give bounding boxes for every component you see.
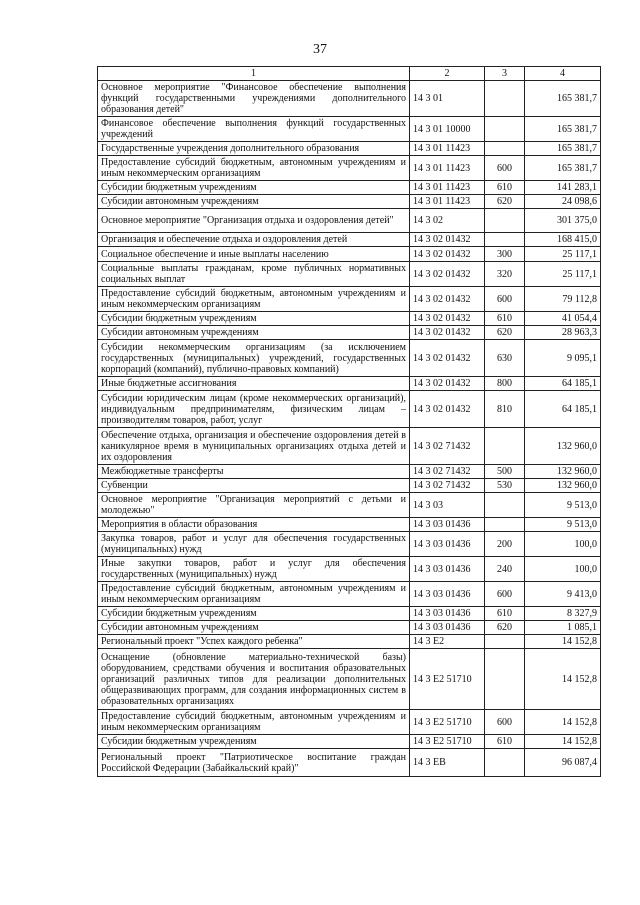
row-name-cell: Субсидии юридическим лицам (кроме некоммерческих организаций), индивидуальным предпринимателям, физическим лицам – производителям товаров, работ, услуг xyxy=(98,391,410,428)
row-target-article-cell: 14 3 02 01432 xyxy=(410,233,485,247)
row-amount-cell: 1 085,1 xyxy=(525,621,601,635)
table-row xyxy=(98,117,601,142)
table-row xyxy=(98,287,601,312)
row-target-article-cell: 14 3 02 01432 xyxy=(410,340,485,377)
row-name-cell: Субсидии некоммерческим организациям (за исключением государственных (муниципальных) учреждений, государственных корпораций (компаний), публично-правовых компаний) xyxy=(98,340,410,377)
row-expense-type-cell: 240 xyxy=(485,557,525,582)
row-name-cell: Субсидии автономным учреждениям xyxy=(98,195,410,209)
row-expense-type-cell: 810 xyxy=(485,391,525,428)
row-amount-cell: 14 152,8 xyxy=(525,635,601,649)
table-row xyxy=(98,635,601,649)
table-header-row xyxy=(98,67,601,81)
row-expense-type-cell: 620 xyxy=(485,195,525,209)
row-amount-cell: 132 960,0 xyxy=(525,428,601,465)
row-amount-cell: 25 117,1 xyxy=(525,262,601,287)
row-name-cell: Субсидии автономным учреждениям xyxy=(98,326,410,340)
row-amount-cell: 14 152,8 xyxy=(525,710,601,735)
row-amount-cell: 8 327,9 xyxy=(525,607,601,621)
row-target-article-cell: 14 3 02 01432 xyxy=(410,287,485,312)
row-target-article-cell: 14 3 01 11423 xyxy=(410,156,485,181)
row-target-article-cell: 14 3 02 71432 xyxy=(410,465,485,479)
row-amount-cell: 9 413,0 xyxy=(525,582,601,607)
table-row xyxy=(98,582,601,607)
row-target-article-cell: 14 3 02 xyxy=(410,209,485,233)
row-name-cell: Субсидии бюджетным учреждениям xyxy=(98,607,410,621)
row-expense-type-cell: 800 xyxy=(485,377,525,391)
row-expense-type-cell: 500 xyxy=(485,465,525,479)
row-amount-cell: 9 513,0 xyxy=(525,493,601,518)
row-amount-cell: 64 185,1 xyxy=(525,377,601,391)
row-amount-cell: 14 152,8 xyxy=(525,649,601,710)
row-amount-cell: 41 054,4 xyxy=(525,312,601,326)
row-expense-type-cell: 200 xyxy=(485,532,525,557)
column-header-amount: 4 xyxy=(525,67,601,81)
row-target-article-cell: 14 3 01 xyxy=(410,81,485,117)
row-expense-type-cell: 300 xyxy=(485,247,525,262)
row-target-article-cell: 14 3 03 01436 xyxy=(410,532,485,557)
row-expense-type-cell: 320 xyxy=(485,262,525,287)
table-row xyxy=(98,493,601,518)
row-expense-type-cell xyxy=(485,428,525,465)
row-amount-cell: 14 152,8 xyxy=(525,735,601,749)
row-expense-type-cell xyxy=(485,142,525,156)
row-expense-type-cell: 610 xyxy=(485,607,525,621)
table-row xyxy=(98,749,601,777)
row-expense-type-cell xyxy=(485,518,525,532)
row-target-article-cell: 14 3 02 01432 xyxy=(410,312,485,326)
row-target-article-cell: 14 3 03 01436 xyxy=(410,621,485,635)
table-row xyxy=(98,621,601,635)
row-name-cell: Субсидии бюджетным учреждениям xyxy=(98,735,410,749)
table-body xyxy=(98,81,601,777)
row-name-cell: Социальное обеспечение и иные выплаты населению xyxy=(98,247,410,262)
row-amount-cell: 100,0 xyxy=(525,557,601,582)
row-amount-cell: 79 112,8 xyxy=(525,287,601,312)
row-amount-cell: 132 960,0 xyxy=(525,479,601,493)
table-row xyxy=(98,312,601,326)
row-name-cell: Основное мероприятие "Организация мероприятий с детьми и молодежью" xyxy=(98,493,410,518)
row-name-cell: Организация и обеспечение отдыха и оздоровления детей xyxy=(98,233,410,247)
row-name-cell: Предоставление субсидий бюджетным, автономным учреждениям и иным некоммерческим организациям xyxy=(98,582,410,607)
row-name-cell: Субсидии бюджетным учреждениям xyxy=(98,181,410,195)
table-row xyxy=(98,557,601,582)
budget-table xyxy=(97,66,601,777)
row-name-cell: Закупка товаров, работ и услуг для обеспечения государственных (муниципальных) нужд xyxy=(98,532,410,557)
table-row xyxy=(98,195,601,209)
row-amount-cell: 64 185,1 xyxy=(525,391,601,428)
row-name-cell: Субсидии автономным учреждениям xyxy=(98,621,410,635)
table-row xyxy=(98,735,601,749)
row-target-article-cell: 14 3 02 01432 xyxy=(410,377,485,391)
row-name-cell: Иные бюджетные ассигнования xyxy=(98,377,410,391)
table-row xyxy=(98,607,601,621)
row-expense-type-cell: 600 xyxy=(485,582,525,607)
row-name-cell: Региональный проект "Патриотическое воспитание граждан Российской Федерации (Забайкальский край)" xyxy=(98,749,410,777)
table-row xyxy=(98,181,601,195)
row-target-article-cell: 14 3 E2 51710 xyxy=(410,710,485,735)
row-expense-type-cell xyxy=(485,117,525,142)
table-row xyxy=(98,326,601,340)
row-target-article-cell: 14 3 E2 xyxy=(410,635,485,649)
row-expense-type-cell: 610 xyxy=(485,735,525,749)
row-name-cell: Оснащение (обновление материально-технической базы) оборудованием, средствами обучения и воспитания образовательных организаций различных типов для реализации дополнительных общеразвивающих программ, для создания информационных систем в образовательных организациях xyxy=(98,649,410,710)
row-expense-type-cell: 600 xyxy=(485,710,525,735)
row-name-cell: Региональный проект "Успех каждого ребенка" xyxy=(98,635,410,649)
table-row xyxy=(98,428,601,465)
table-row xyxy=(98,156,601,181)
row-amount-cell: 301 375,0 xyxy=(525,209,601,233)
row-expense-type-cell: 600 xyxy=(485,156,525,181)
row-name-cell: Основное мероприятие "Финансовое обеспечение выполнения функций государственными учреждениями дополнительного образования детей" xyxy=(98,81,410,117)
table-row xyxy=(98,479,601,493)
table-row xyxy=(98,233,601,247)
row-expense-type-cell: 600 xyxy=(485,287,525,312)
table-row xyxy=(98,465,601,479)
row-target-article-cell: 14 3 03 01436 xyxy=(410,582,485,607)
row-amount-cell: 141 283,1 xyxy=(525,181,601,195)
row-amount-cell: 165 381,7 xyxy=(525,81,601,117)
row-expense-type-cell: 630 xyxy=(485,340,525,377)
row-target-article-cell: 14 3 02 01432 xyxy=(410,247,485,262)
row-target-article-cell: 14 3 02 71432 xyxy=(410,428,485,465)
row-expense-type-cell: 610 xyxy=(485,181,525,195)
row-name-cell: Мероприятия в области образования xyxy=(98,518,410,532)
row-target-article-cell: 14 3 02 71432 xyxy=(410,479,485,493)
table-row xyxy=(98,81,601,117)
row-target-article-cell: 14 3 E2 51710 xyxy=(410,735,485,749)
row-expense-type-cell xyxy=(485,209,525,233)
row-amount-cell: 25 117,1 xyxy=(525,247,601,262)
row-amount-cell: 9 095,1 xyxy=(525,340,601,377)
row-amount-cell: 9 513,0 xyxy=(525,518,601,532)
row-amount-cell: 168 415,0 xyxy=(525,233,601,247)
row-expense-type-cell xyxy=(485,635,525,649)
row-expense-type-cell xyxy=(485,749,525,777)
table-row xyxy=(98,391,601,428)
row-amount-cell: 165 381,7 xyxy=(525,142,601,156)
column-header-name: 1 xyxy=(98,67,410,81)
row-amount-cell: 100,0 xyxy=(525,532,601,557)
table-row xyxy=(98,710,601,735)
table-row xyxy=(98,247,601,262)
row-amount-cell: 165 381,7 xyxy=(525,156,601,181)
column-header-expense-type: 3 xyxy=(485,67,525,81)
row-target-article-cell: 14 3 01 11423 xyxy=(410,195,485,209)
row-target-article-cell: 14 3 01 11423 xyxy=(410,181,485,195)
row-name-cell: Предоставление субсидий бюджетным, автономным учреждениям и иным некоммерческим организациям xyxy=(98,710,410,735)
row-expense-type-cell xyxy=(485,233,525,247)
row-expense-type-cell xyxy=(485,493,525,518)
row-target-article-cell: 14 3 01 11423 xyxy=(410,142,485,156)
row-name-cell: Государственные учреждения дополнительного образования xyxy=(98,142,410,156)
table-row xyxy=(98,142,601,156)
row-expense-type-cell xyxy=(485,81,525,117)
row-amount-cell: 132 960,0 xyxy=(525,465,601,479)
page-number: 37 xyxy=(313,42,327,57)
row-amount-cell: 165 381,7 xyxy=(525,117,601,142)
row-name-cell: Межбюджетные трансферты xyxy=(98,465,410,479)
table-row xyxy=(98,262,601,287)
row-target-article-cell: 14 3 03 01436 xyxy=(410,607,485,621)
table-row xyxy=(98,518,601,532)
row-target-article-cell: 14 3 EB xyxy=(410,749,485,777)
row-amount-cell: 24 098,6 xyxy=(525,195,601,209)
table-row xyxy=(98,532,601,557)
row-target-article-cell: 14 3 02 01432 xyxy=(410,262,485,287)
row-name-cell: Иные закупки товаров, работ и услуг для обеспечения государственных (муниципальных) нужд xyxy=(98,557,410,582)
row-name-cell: Социальные выплаты гражданам, кроме публичных нормативных социальных выплат xyxy=(98,262,410,287)
row-target-article-cell: 14 3 03 xyxy=(410,493,485,518)
table-row xyxy=(98,377,601,391)
row-name-cell: Предоставление субсидий бюджетным, автономным учреждениям и иным некоммерческим организациям xyxy=(98,287,410,312)
row-target-article-cell: 14 3 E2 51710 xyxy=(410,649,485,710)
row-target-article-cell: 14 3 02 01432 xyxy=(410,326,485,340)
row-name-cell: Предоставление субсидий бюджетным, автономным учреждениям и иным некоммерческим организациям xyxy=(98,156,410,181)
row-name-cell: Субсидии бюджетным учреждениям xyxy=(98,312,410,326)
row-expense-type-cell: 620 xyxy=(485,621,525,635)
row-target-article-cell: 14 3 03 01436 xyxy=(410,518,485,532)
row-expense-type-cell xyxy=(485,649,525,710)
row-amount-cell: 28 963,3 xyxy=(525,326,601,340)
row-name-cell: Финансовое обеспечение выполнения функций государственных учреждений xyxy=(98,117,410,142)
row-expense-type-cell: 620 xyxy=(485,326,525,340)
table-row xyxy=(98,340,601,377)
row-amount-cell: 96 087,4 xyxy=(525,749,601,777)
column-header-target-article: 2 xyxy=(410,67,485,81)
row-expense-type-cell: 610 xyxy=(485,312,525,326)
row-target-article-cell: 14 3 02 01432 xyxy=(410,391,485,428)
table-row xyxy=(98,209,601,233)
row-target-article-cell: 14 3 03 01436 xyxy=(410,557,485,582)
row-expense-type-cell: 530 xyxy=(485,479,525,493)
row-target-article-cell: 14 3 01 10000 xyxy=(410,117,485,142)
row-name-cell: Субвенции xyxy=(98,479,410,493)
row-name-cell: Основное мероприятие "Организация отдыха и оздоровления детей" xyxy=(98,209,410,233)
table-row xyxy=(98,649,601,710)
row-name-cell: Обеспечение отдыха, организация и обеспечение оздоровления детей в каникулярное время в муниципальных организациях отдыха детей и их оздоровления xyxy=(98,428,410,465)
